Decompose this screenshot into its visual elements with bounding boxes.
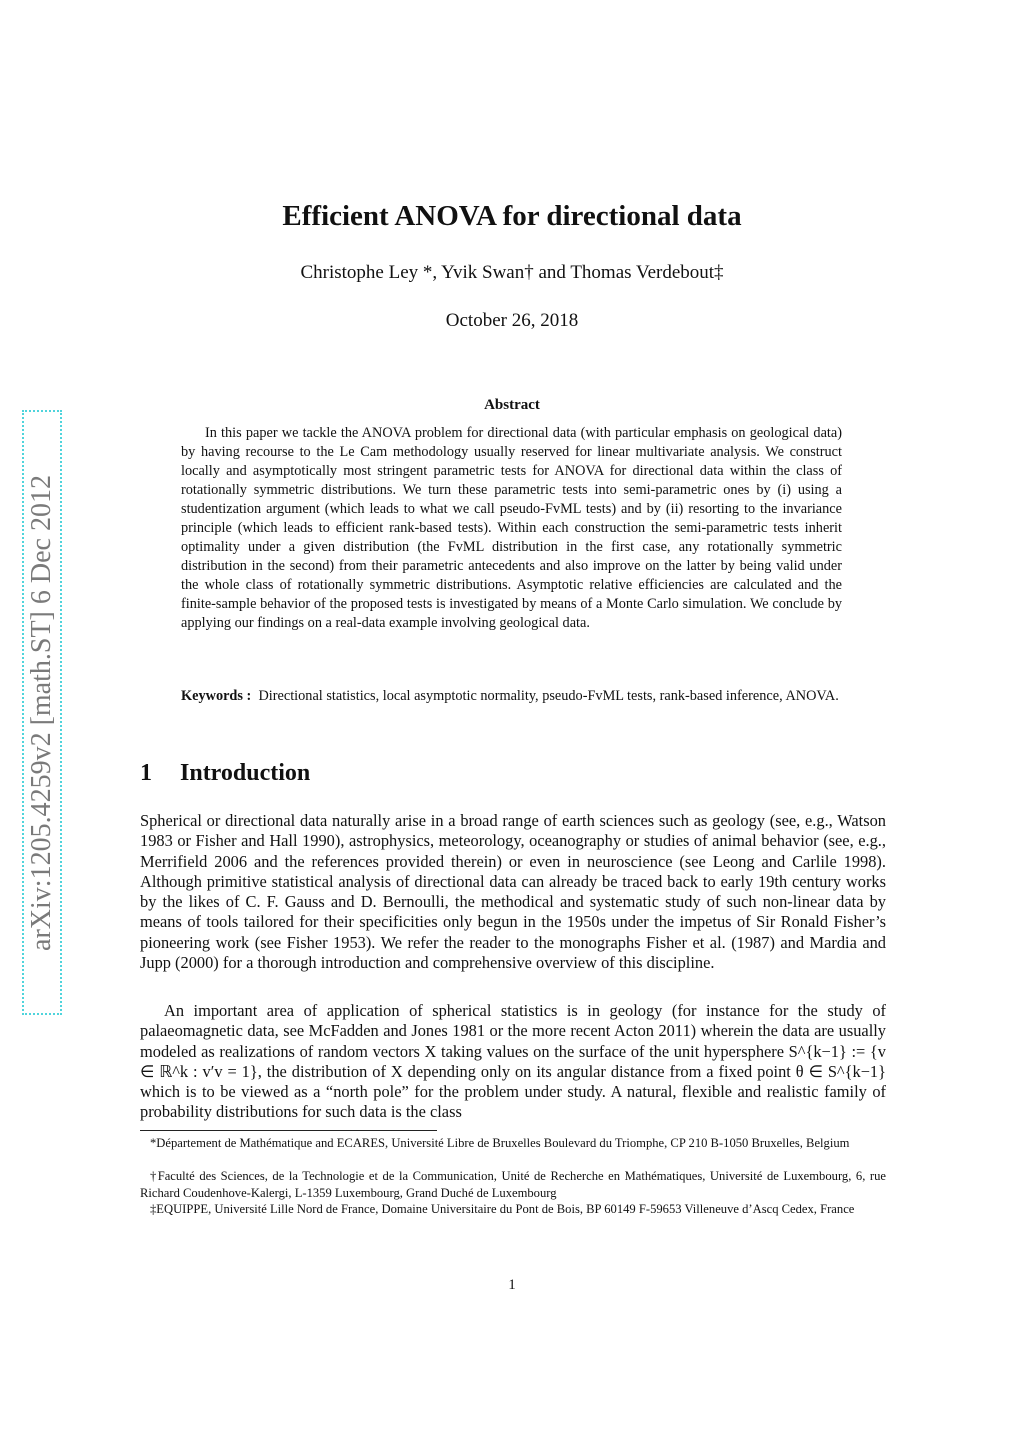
footnote-rule [140, 1130, 437, 1131]
footnote-1: *Département de Mathématique and ECARES, Université Libre de Bruxelles Boulevard du Triomphe, CP 210 B-1050 Bruxelles, Belgium [150, 1136, 850, 1150]
author-list: Christophe Ley *, Yvik Swan† and Thomas Verdebout‡ [300, 262, 724, 283]
abstract-text: In this paper we tackle the ANOVA problem for directional data (with particular emphasis on geological data) by having recourse to the Le Cam methodology usually reserved for linear multivariate analysis. We construct locally and asymptotically most stringent parametric tests for ANOVA for directional data within the class of rotationally symmetric distributions. We turn these parametric tests into semi-parametric ones by (i) using a studentization argument (which leads to what we call pseudo-FvML tests) and by (ii) resorting to the invariance principle (which leads to efficient rank-based tests). Within each construction the semi-parametric tests inherit optimality under a given distribution (the FvML distribution in the first case, any rotationally symmetric distribution in the second) from their parametric antecedents and also improve on the latter by being valid under the whole class of rotationally symmetric distributions. Asymptotic relative efficiencies are calculated and the finite-sample behavior of the proposed tests is investigated by means of a Monte Carlo simulation. We conclude by applying our findings on a real-data example involving geological data. [181, 425, 842, 631]
paper-date: October 26, 2018 [445, 310, 579, 331]
intro-paragraph-2: An important area of application of spherical statistics is in geology (for instance for the study of palaeomagnetic data, see McFadden and Jones 1981 or the more recent Acton 2011) wherein the data are usually modeled as realizations of random vectors X taking values on the surface of the unit hypersphere S^{k−1} := {v ∈ ℝ^k : v′v = 1}, the distribution of X depending only on its angular distance from a fixed point θ ∈ S^{k−1} which is to be viewed as a “north pole” for the problem under study. A natural, flexible and realistic family of probability distributions for such data is the class [140, 1001, 886, 1122]
keywords-label: Keywords : [181, 688, 252, 704]
section-title: Introduction [180, 760, 311, 786]
section-heading [140, 760, 310, 787]
arxiv-identifier-box [22, 410, 62, 1015]
intro-paragraph-1: Spherical or directional data naturally arise in a broad range of earth sciences such as geology (see, e.g., Watson 1983 or Fisher and Hall 1990), astrophysics, meteorology, oceanography or studies of animal behavior (see, e.g., Merrifield 2006 and the references provided therein) or even in neuroscience (see Leong and Carlile 1998). Although primitive statistical analysis of directional data can already be traced back to early 19th century works by the likes of C. F. Gauss and D. Bernoulli, the methodical and systematic study of such non-linear data by means of tools tailored for their specificities only begun in the 1950s under the impetus of Sir Ronald Fisher’s pioneering work (see Fisher 1953). We refer the reader to the monographs Fisher et al. (1987) and Mardia and Jupp (2000) for a thorough introduction and comprehensive overview of this discipline. [140, 811, 886, 973]
section-number: 1 [140, 760, 152, 786]
keywords-text: Directional statistics, local asymptotic normality, pseudo-FvML tests, rank-based inference, ANOVA. [258, 688, 839, 704]
abstract-heading: Abstract [484, 397, 540, 413]
paper-title: Efficient ANOVA for directional data [282, 200, 742, 232]
keywords [181, 687, 842, 706]
footnote-3: ‡EQUIPPE, Université Lille Nord de France, Domaine Universitaire du Pont de Bois, BP 60149 F-59653 Villeneuve d’Ascq Cedex, France [150, 1202, 855, 1216]
footnote-2: †Faculté des Sciences, de la Technologie et de la Communication, Unité de Recherche en Mathématiques, Université de Luxembourg, 6, rue Richard Coudenhove-Kalergi, L-1359 Luxembourg, Grand Duché de Luxembourg [140, 1169, 886, 1200]
page-number: 1 [508, 1277, 516, 1293]
arxiv-identifier: arXiv:1205.4259v2 [math.ST] 6 Dec 2012 [26, 474, 57, 951]
